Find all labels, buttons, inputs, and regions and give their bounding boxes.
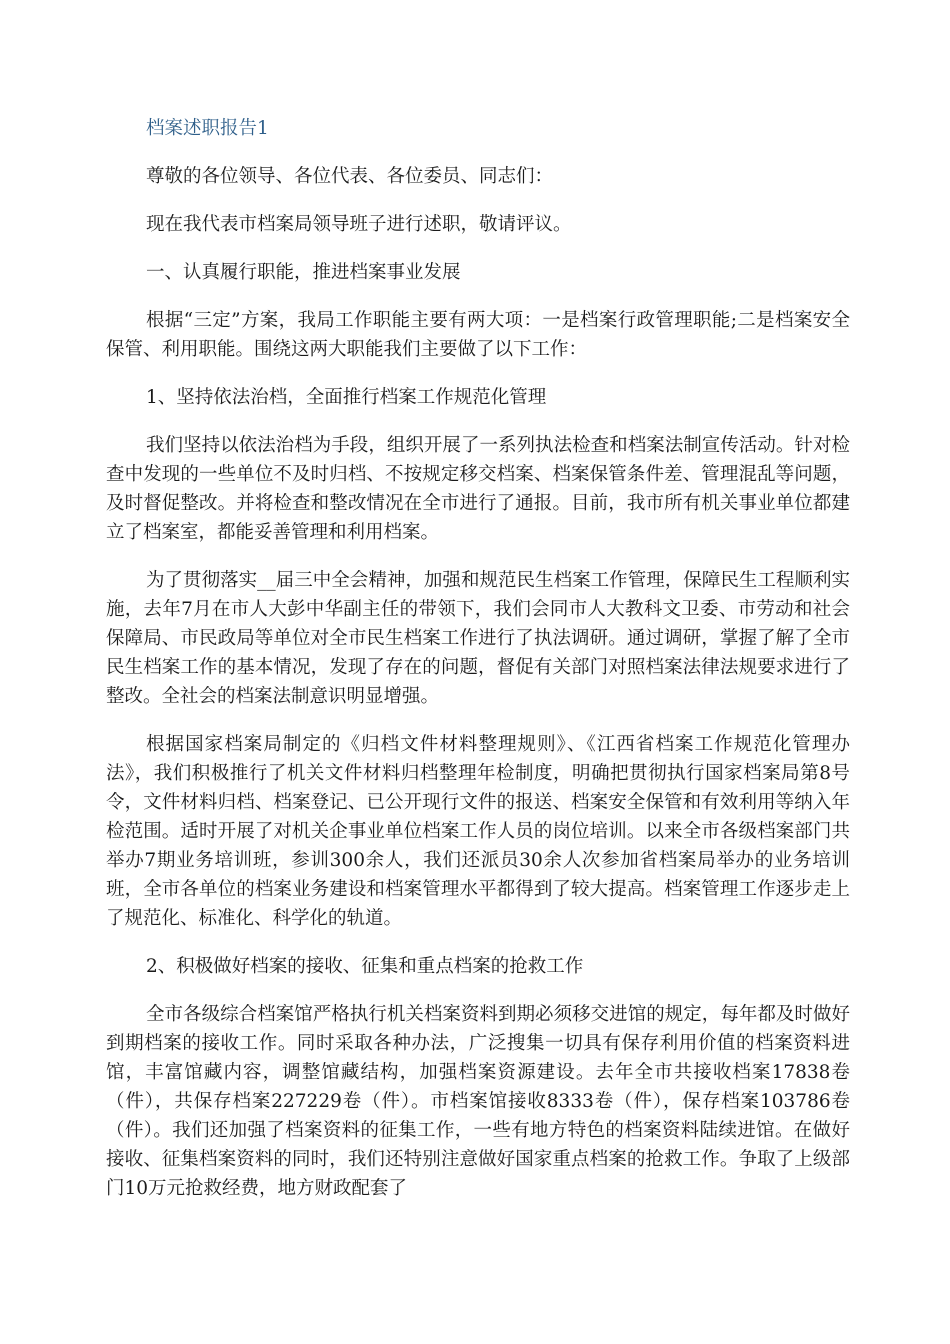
intro-paragraph: 现在我代表市档案局领导班子进行述职，敬请评议。 [146,214,572,235]
body-paragraph: 根据国家档案局制定的《归档文件材料整理规则》、《江西省档案工作规范化管理办法》，我们积极推行了机关文件材料归档整理年检制度，明确把贯彻执行国家档案局第8号令，文件材料归档、档案登记、已公开现行文件的报送、档案安全保管和有效利用等纳入年检范围。适时开展了对机关企事业单位档案工作人员的岗位培训。以来全市各级档案部门共举办7期业务培训班，参训300余人，我们还派员30余人次参加省档案局举办的业务培训班，全市各单位的档案业务建设和档案管理水平都得到了较大提高。档案管理工作逐步走上了规范化、标准化、科学化的轨道。 [106,734,850,929]
document-title: 档案述职报告1 [146,118,269,139]
subsection-heading-1: 1、坚持依法治档，全面推行档案工作规范化管理 [146,387,547,408]
subsection-heading-2: 2、积极做好档案的接收、征集和重点档案的抢救工作 [146,956,584,977]
body-paragraph: 根据“三定”方案，我局工作职能主要有两大项：一是档案行政管理职能;二是档案安全保管、利用职能。围绕这两大职能我们主要做了以下工作： [106,310,850,360]
section-heading-1: 一、认真履行职能，推进档案事业发展 [146,262,461,283]
salutation-paragraph: 尊敬的各位领导、各位代表、各位委员、同志们： [146,166,554,187]
body-paragraph: 为了贯彻落实__届三中全会精神，加强和规范民生档案工作管理，保障民生工程顺利实施，去年7月在市人大彭中华副主任的带领下，我们会同市人大教科文卫委、市劳动和社会保障局、市民政局等单位对全市民生档案工作进行了执法调研。通过调研，掌握了解了全市民生档案工作的基本情况，发现了存在的问题，督促有关部门对照档案法律法规要求进行了整改。全社会的档案法制意识明显增强。 [106,570,850,707]
document-body [106,114,850,1222]
body-paragraph: 我们坚持以依法治档为手段，组织开展了一系列执法检查和档案法制宣传活动。针对检查中发现的一些单位不及时归档、不按规定移交档案、档案保管条件差、管理混乱等问题，及时督促整改。并将检查和整改情况在全市进行了通报。目前，我市所有机关事业单位都建立了档案室，都能妥善管理和利用档案。 [106,435,850,543]
body-paragraph: 全市各级综合档案馆严格执行机关档案资料到期必须移交进馆的规定，每年都及时做好到期档案的接收工作。同时采取各种办法，广泛搜集一切具有保存利用价值的档案资料进馆，丰富馆藏内容，调整馆藏结构，加强档案资源建设。去年全市共接收档案17838卷（件），共保存档案227229卷（件）。市档案馆接收8333卷（件），保存档案103786卷（件）。我们还加强了档案资料的征集工作，一些有地方特色的档案资料陆续进馆。在做好接收、征集档案资料的同时，我们还特别注意做好国家重点档案的抢救工作。争取了上级部门10万元抢救经费，地方财政配套了 [106,1004,850,1199]
